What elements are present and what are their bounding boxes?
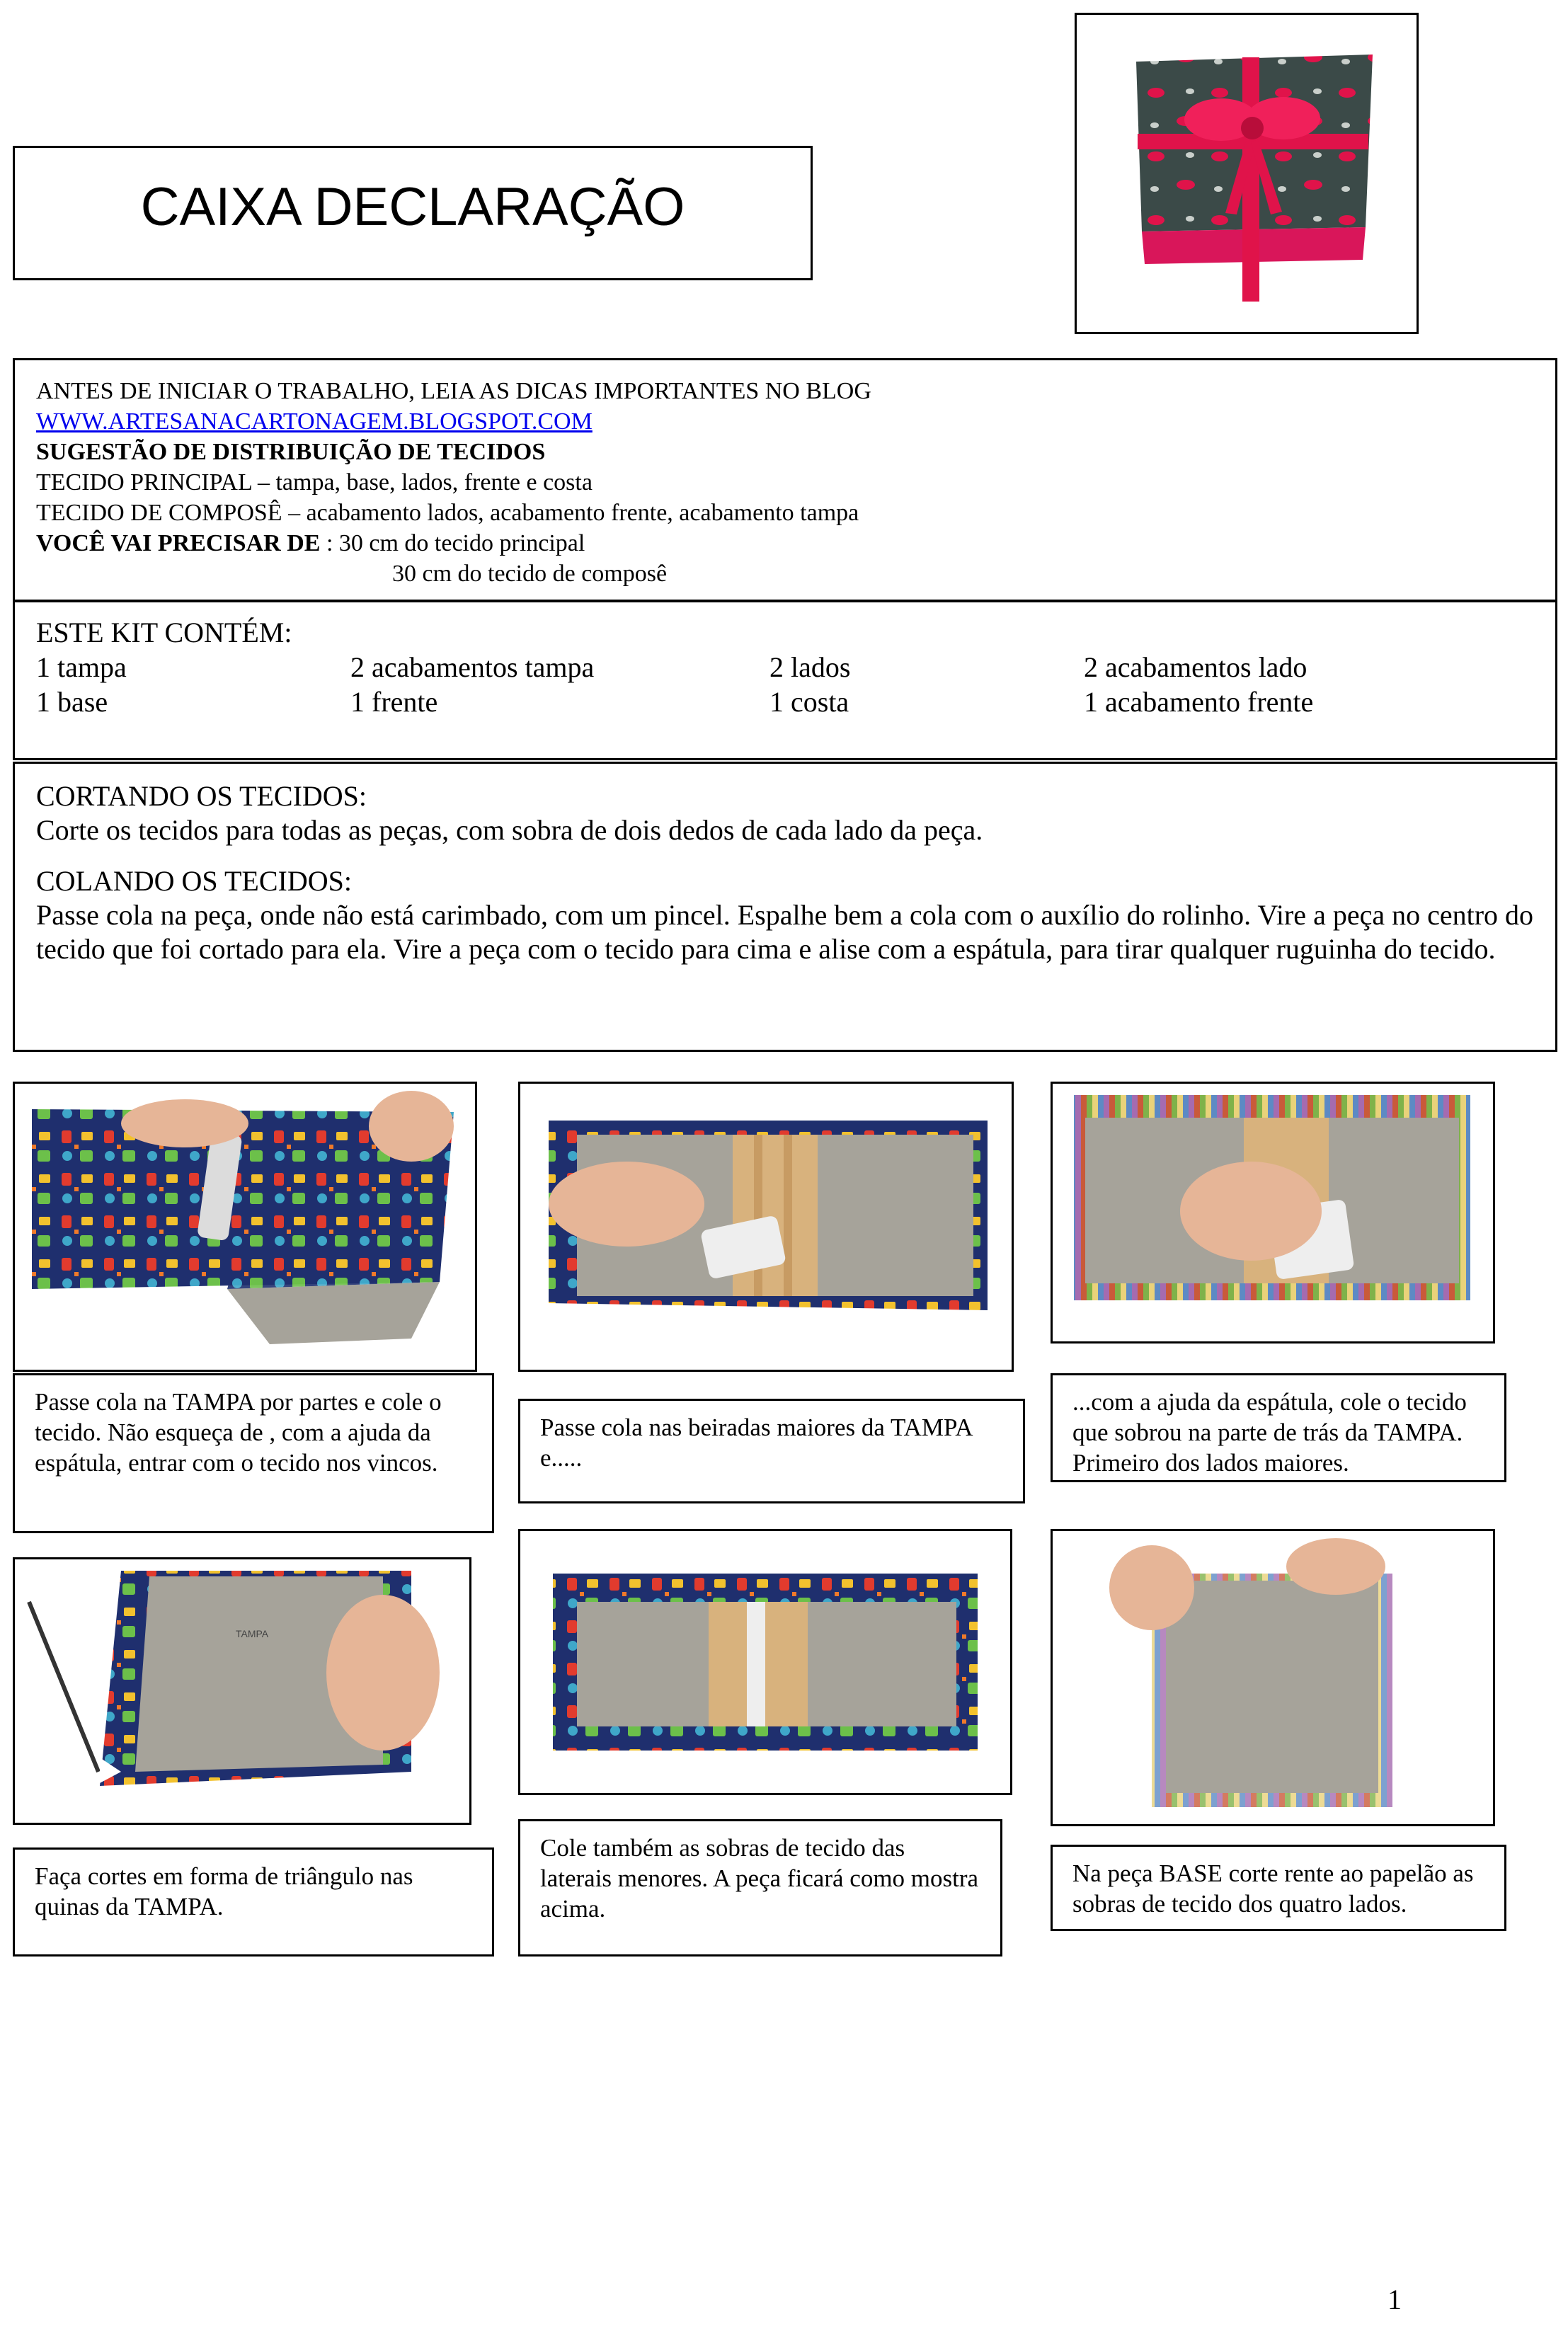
glue-long-edges-photo: [520, 1084, 1012, 1370]
spatula-fold-photo: [1053, 1084, 1493, 1341]
info-box: [13, 358, 1557, 602]
step-5-photo-frame: [518, 1529, 1012, 1795]
kit-row-1: [36, 650, 1534, 684]
cut-heading: CORTANDO OS TECIDOS:: [36, 780, 367, 812]
step-6-caption-box: [1051, 1845, 1506, 1931]
kit-item: 2 lados: [769, 651, 851, 683]
kit-item: 1 tampa: [36, 651, 127, 683]
need-value-2: 30 cm do tecido de composê: [392, 561, 668, 587]
fabric-suggestion-heading: SUGESTÃO DE DISTRIBUIÇÃO DE TECIDOS: [36, 439, 546, 465]
kit-item: 1 base: [36, 686, 108, 718]
step-6-caption: Na peça BASE corte rente ao papelão as sobras de tecido dos quatro lados.: [1072, 1860, 1474, 1918]
gift-box-photo: [1077, 15, 1417, 332]
kit-heading: ESTE KIT CONTÉM:: [36, 617, 292, 648]
kit-item: 2 acabamentos tampa: [350, 651, 595, 683]
title-box: [13, 146, 813, 280]
kit-item: 1 frente: [350, 686, 438, 718]
page-number: 1: [1387, 2284, 1402, 2315]
kit-item: 2 acabamentos lado: [1084, 651, 1307, 683]
glue-heading: COLANDO OS TECIDOS:: [36, 865, 352, 897]
main-fabric-line: TECIDO PRINCIPAL – tampa, base, lados, frente e costa: [36, 469, 593, 495]
kit-box: [13, 600, 1557, 760]
lid-stamp-label: TAMPA: [236, 1628, 269, 1639]
step-4-photo-frame: [13, 1557, 471, 1825]
finished-lid-photo: [520, 1531, 1010, 1793]
page-title: CAIXA DECLARAÇÃO: [140, 177, 685, 237]
step-5-caption: Cole também as sobras de tecido das laterais menores. A peça ficará como mostra acima.: [540, 1834, 979, 1923]
step-2-caption-box: [518, 1399, 1025, 1503]
step-5-caption-box: [518, 1819, 1002, 1957]
glue-lid-photo: [15, 1084, 475, 1370]
kit-item: 1 costa: [769, 686, 849, 718]
need-label: VOCÊ VAI PRECISAR DE: [36, 530, 321, 556]
step-1-photo-frame: [13, 1082, 477, 1372]
step-2-photo-frame: [518, 1082, 1014, 1372]
step-2-caption: Passe cola nas beiradas maiores da TAMPA e.....: [540, 1414, 972, 1472]
blog-notice: ANTES DE INICIAR O TRABALHO, LEIA AS DICAS IMPORTANTES NO BLOG: [36, 378, 871, 404]
base-trim-photo: [1053, 1531, 1493, 1824]
glue-text: Passe cola na peça, onde não está carimbado, com um pincel. Espalhe bem a cola com o auxílio do rolinho. Vire a peça no centro do tecido que foi cortado para ela. Vire a peça com o tecido para cima e alise com a espátula, para tirar qualquer ruguinha do tecido.: [36, 899, 1534, 965]
instructions-box: [13, 762, 1557, 1052]
kit-item: 1 acabamento frente: [1084, 686, 1314, 718]
step-1-caption-box: [13, 1373, 494, 1533]
step-1-caption: Passe cola na TAMPA por partes e cole o tecido. Não esqueça de , com a ajuda da espátula, entrar com o tecido nos vincos.: [35, 1388, 442, 1477]
hero-photo-frame: [1075, 13, 1419, 334]
step-4-caption: Faça cortes em forma de triângulo nas quinas da TAMPA.: [35, 1862, 413, 1920]
cut-text: Corte os tecidos para todas as peças, com sobra de dois dedos de cada lado da peça.: [36, 814, 983, 846]
step-3-photo-frame: [1051, 1082, 1495, 1344]
step-4-caption-box: [13, 1847, 494, 1957]
step-3-caption-box: [1051, 1373, 1506, 1482]
blog-link[interactable]: WWW.ARTESANACARTONAGEM.BLOGSPOT.COM: [36, 408, 593, 435]
step-3-caption: ...com a ajuda da espátula, cole o tecido que sobrou na parte de trás da TAMPA. Primeiro dos lados maiores.: [1072, 1388, 1467, 1477]
kit-row-2: [36, 684, 1534, 719]
need-value-1: : 30 cm do tecido principal: [326, 530, 585, 556]
compose-fabric-line: TECIDO DE COMPOSÊ – acabamento lados, acabamento frente, acabamento tampa: [36, 500, 859, 526]
step-6-photo-frame: [1051, 1529, 1495, 1826]
triangle-cut-photo: [15, 1559, 469, 1823]
